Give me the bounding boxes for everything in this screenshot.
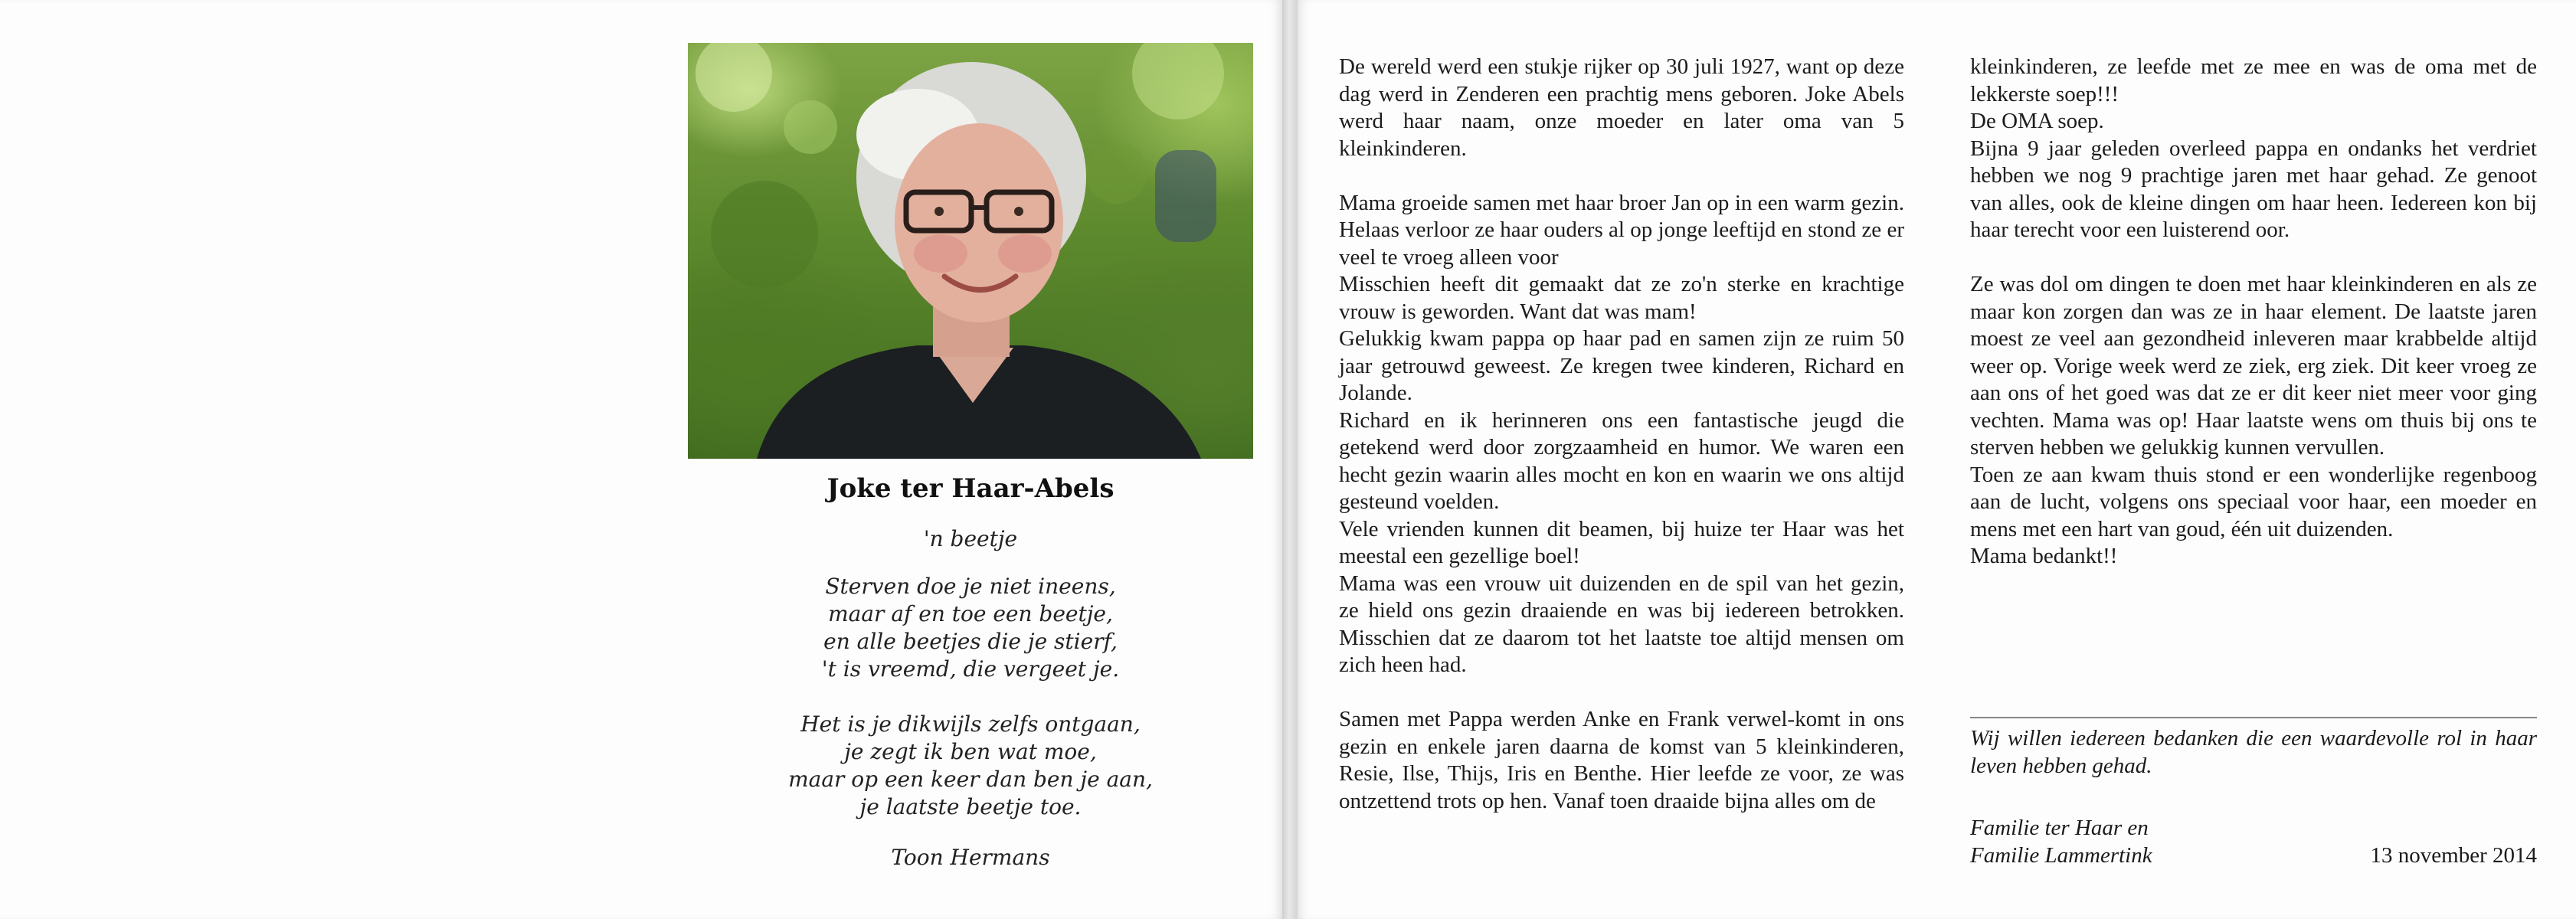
text-column-2	[1970, 54, 2537, 571]
deceased-name: Joke ter Haar-Abels	[826, 473, 1115, 504]
paragraph: Vele vrienden kunnen dit beamen, bij huize ter Haar was het meestal een gezellige boel!	[1339, 516, 1904, 568]
paragraph: Richard en ik herinneren ons een fantastische jeugd die getekend werd door zorgzaamheid en humor. We waren een hecht gezin waarin alles mocht en kon en waarin we ons altijd gesteund voelden.	[1339, 407, 1904, 514]
poem-title: 'n beetje	[923, 526, 1018, 551]
paragraph: Mama groeide samen met haar broer Jan op in een warm gezin. Helaas verloor ze haar ouders al op jonge leeftijd en stond ze er veel te vroeg alleen voor	[1339, 190, 1904, 270]
paragraph: Ze was dol om dingen te doen met haar kleinkinderen en als ze maar kon zorgen dan was ze in haar element. De laatste jaren moest ze veel aan gezondheid inleveren maar krabbelde altijd weer op. Vorige week werd ze ziek, erg ziek. Dit keer vroeg ze aan ons of het goed was dat ze er dit keer niet meer voor ging vechten. Mama was op! Haar laatste wens om thuis bij ons te sterven hebben we gelukkig kunnen vervullen.	[1970, 272, 2537, 460]
date: 13 november 2014	[2370, 843, 2537, 868]
family-signature	[1970, 814, 2537, 869]
paragraph-gap	[1339, 162, 1904, 190]
divider	[1970, 717, 2537, 718]
portrait-illustration	[688, 43, 1253, 459]
poem-stanza-1	[688, 573, 1253, 683]
text-column-1	[1339, 54, 1904, 815]
poem-line: 't is vreemd, die vergeet je.	[821, 656, 1120, 682]
paragraph-gap	[1970, 244, 2537, 272]
family-line-2: Familie Lammertink	[1970, 843, 2152, 868]
paragraph: Mama was een vrouw uit duizenden en de spil van het gezin, ze hield ons gezin draaiende en was bij iedereen betrokken. Misschien dat ze daarom tot het laatste toe altijd mensen om zich heen had.	[1339, 571, 1904, 677]
poem-line: en alle beetjes die je stierf,	[823, 629, 1118, 654]
paragraph: Toen ze aan kwam thuis stond er een wonderlijke regenboog aan de lucht, volgens ons speciaal voor haar, een moeder en mens met een hart van goud, één uit duizenden.	[1970, 462, 2537, 541]
poem-line: Het is je dikwijls zelfs ontgaan,	[800, 711, 1141, 737]
paragraph: De OMA soep.	[1970, 109, 2104, 133]
paragraph: Gelukkig kwam pappa op haar pad en samen zijn ze ruim 50 jaar getrouwd geweest. Ze kregen twee kinderen, Richard en Jolande.	[1339, 326, 1904, 405]
paragraph: kleinkinderen, ze leefde met ze mee en was de oma met de lekkerste soep!!!	[1970, 54, 2537, 106]
paragraph: De wereld werd een stukje rijker op 30 juli 1927, want op deze dag werd in Zenderen een prachtig mens geboren. Joke Abels werd haar naam, onze moeder en later oma van 5 kleinkinderen.	[1339, 54, 1904, 161]
paragraph: Samen met Pappa werden Anke en Frank verwel-komt in ons gezin en enkele jaren daarna de komst van 5 kleinkinderen, Resie, Ilse, Thijs, Iris en Benthe. Hier leefde ze voor, ze was ontzettend trots op hen. Vanaf toen draaide bijna alles om de	[1339, 707, 1904, 813]
poem-line: Sterven doe je niet ineens,	[825, 574, 1116, 599]
paragraph: Mama bedankt!!	[1970, 544, 2118, 568]
paragraph: Misschien heeft dit gemaakt dat ze zo'n sterke en krachtige vrouw is geworden. Want dat was mam!	[1339, 272, 1904, 324]
paragraph-gap	[1339, 679, 1904, 707]
poem-author: Toon Hermans	[891, 845, 1050, 870]
poem-stanza-2	[688, 711, 1253, 821]
poem-line: maar op een keer dan ben je aan,	[788, 767, 1153, 792]
family-line-1: Familie ter Haar en	[1970, 816, 2149, 840]
poem-line: je zegt ik ben wat moe,	[844, 739, 1097, 764]
paragraph: Bijna 9 jaar geleden overleed pappa en ondanks het verdriet hebben we nog 9 prachtige jaren met haar gehad. Ze genoot van alles, ook de kleine dingen om haar heen. Iedereen kon bij haar terecht voor een luisterend oor.	[1970, 136, 2537, 242]
poem-line: maar af en toe een beetje,	[828, 601, 1113, 626]
portrait-photo	[688, 43, 1253, 459]
poem-line: je laatste beetje toe.	[859, 794, 1082, 819]
thanks-note: Wij willen iedereen bedanken die een waardevolle rol in haar leven hebben gehad.	[1970, 726, 2537, 778]
card-fold	[1282, 0, 1298, 919]
